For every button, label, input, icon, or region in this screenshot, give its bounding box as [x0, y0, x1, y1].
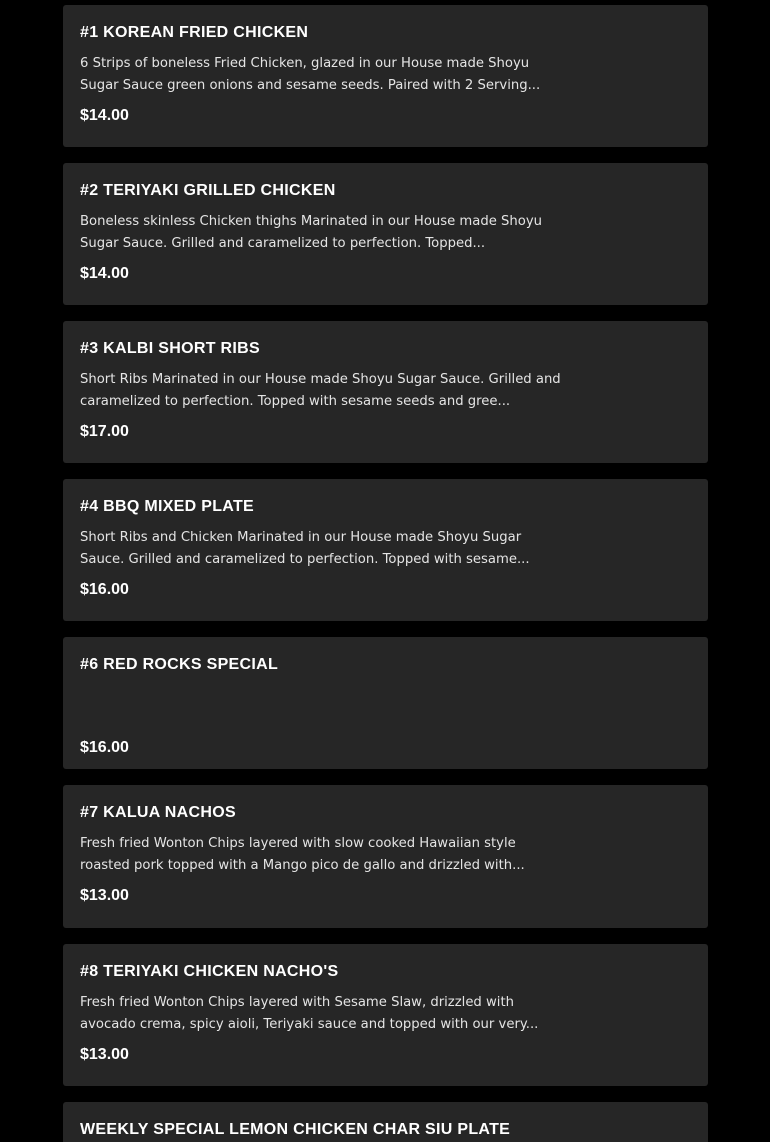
menu-item-card[interactable]	[63, 321, 708, 463]
menu-item-description: Fresh fried Wonton Chips layered with Sesame Slaw, drizzled with avocado crema, spicy aioli, Teriyaki sauce and topped with our very...	[80, 995, 539, 1032]
menu-item-title: #2 TERIYAKI GRILLED CHICKEN	[80, 182, 336, 199]
menu-item-price: $13.00	[80, 887, 129, 904]
menu-item-description: 6 Strips of boneless Fried Chicken, glazed in our House made Shoyu Sugar Sauce green onions and sesame seeds. Paired with 2 Serving...	[80, 56, 541, 93]
menu-item-description: Short Ribs and Chicken Marinated in our House made Shoyu Sugar Sauce. Grilled and caramelized to perfection. Topped with sesame...	[80, 530, 530, 567]
menu-item-description: Short Ribs Marinated in our House made Shoyu Sugar Sauce. Grilled and caramelized to perfection. Topped with sesame seeds and gree...	[80, 372, 561, 409]
menu-item-title: WEEKLY SPECIAL LEMON CHICKEN CHAR SIU PLATE	[80, 1121, 511, 1138]
menu-item-title: #4 BBQ MIXED PLATE	[80, 498, 255, 515]
menu-item-title: #3 KALBI SHORT RIBS	[80, 340, 260, 357]
menu-item-card[interactable]	[63, 163, 708, 305]
menu-item-price: $16.00	[80, 739, 129, 756]
menu-item-card[interactable]	[63, 944, 708, 1086]
menu-item-card[interactable]	[63, 479, 708, 621]
menu-item-description	[80, 685, 564, 729]
menu-item-card[interactable]	[63, 5, 708, 147]
menu-item-price: $13.00	[80, 1046, 129, 1063]
menu-item-card[interactable]	[63, 785, 708, 928]
menu-item-title: #6 RED ROCKS SPECIAL	[80, 656, 279, 673]
menu-item-price: $14.00	[80, 107, 129, 124]
menu-item-price: $16.00	[80, 581, 129, 598]
menu-item-title: #8 TERIYAKI CHICKEN NACHO'S	[80, 963, 339, 980]
menu-item-price: $17.00	[80, 423, 129, 440]
menu-item-description: Fresh fried Wonton Chips layered with slow cooked Hawaiian style roasted pork topped with a Mango pico de gallo and drizzled with...	[80, 836, 525, 873]
menu-item-title: #7 KALUA NACHOS	[80, 804, 236, 821]
menu-item-description: Boneless skinless Chicken thighs Marinated in our House made Shoyu Sugar Sauce. Grilled and caramelized to perfection. Topped...	[80, 214, 542, 251]
menu-item-price: $14.00	[80, 265, 129, 282]
menu-item-card[interactable]	[63, 637, 708, 769]
menu-item-card[interactable]	[63, 1102, 708, 1142]
menu-item-title: #1 KOREAN FRIED CHICKEN	[80, 24, 309, 41]
menu-item-list	[63, 5, 708, 1142]
